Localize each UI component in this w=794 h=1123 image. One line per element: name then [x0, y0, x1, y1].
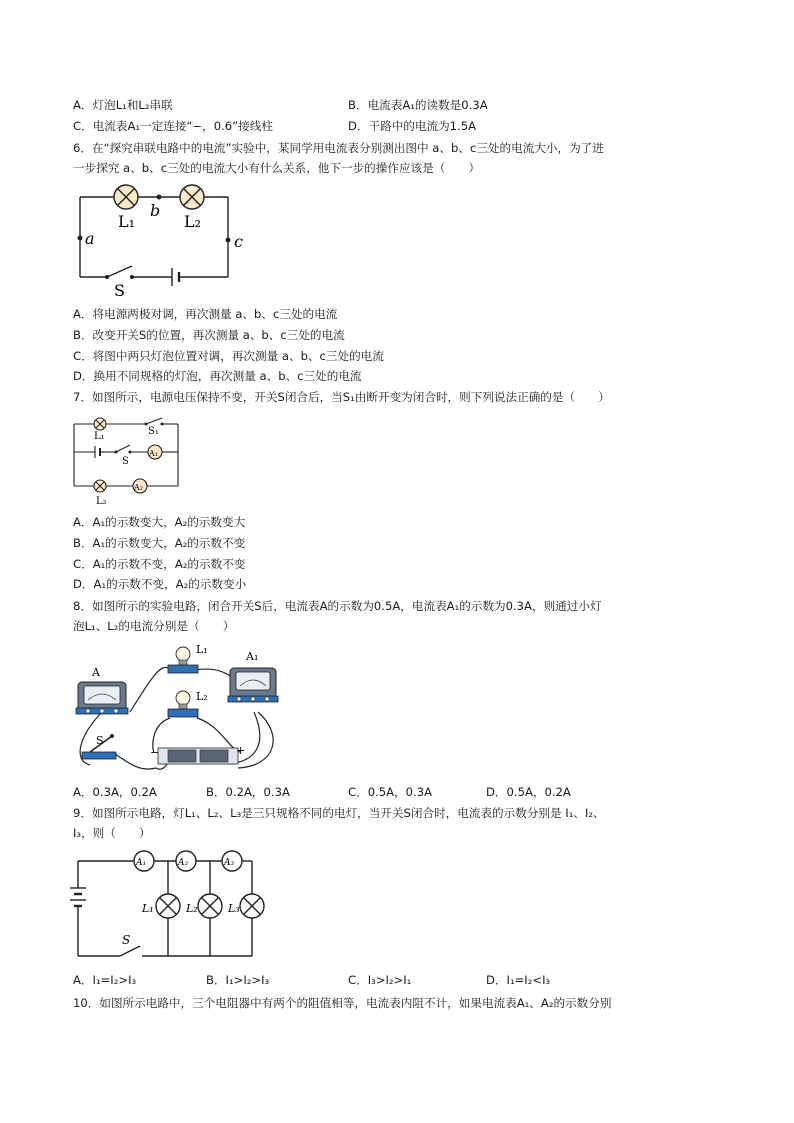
q8-option-b: B．0.2A，0.3A	[206, 785, 290, 799]
q6-label-c: c	[234, 232, 243, 251]
q9-option-d: D．I₁=I₂<I₃	[486, 973, 551, 987]
q9-label-l2: L₂	[186, 902, 198, 915]
q7-label-l1: L₁	[94, 431, 105, 442]
q8-label-a: A	[92, 666, 100, 679]
q10-stem-line-1: 10．如图所示电路中，三个电阻器中有两个的阻值相等，电流表内阻不计，如果电流表A₁、A₂的示数分别	[73, 996, 612, 1010]
q9-label-a2: A₂	[178, 858, 189, 868]
q9-stem-line-2: I₃，则（ ）	[73, 826, 151, 840]
q9-label-a3: A₃	[224, 858, 235, 868]
q6-series-circuit-diagram	[70, 182, 250, 300]
q6-label-a: a	[85, 229, 95, 248]
q7-parallel-circuit-diagram	[70, 410, 190, 510]
q6-label-l1: L₁	[118, 212, 136, 231]
q6-label-l2: L₂	[184, 212, 202, 231]
q8-physical-circuit-illustration	[70, 640, 290, 776]
q8-option-d: D．0.5A，0.2A	[486, 785, 571, 799]
q7-option-b: B．A₁的示数变大，A₂的示数不变	[73, 536, 246, 550]
q6-option-b: B．改变开关S的位置，再次测量 a、b、c三处的电流	[73, 328, 345, 342]
q7-option-d: D．A₁的示数不变，A₂的示数变小	[73, 577, 247, 591]
q6-option-a: A．将电源两极对调，再次测量 a、b、c三处的电流	[73, 307, 338, 321]
q7-label-a1: A₁	[149, 449, 158, 458]
q8-label-a1: A₁	[246, 650, 259, 663]
q7-label-a2: A₂	[134, 483, 143, 492]
q9-three-lamp-circuit-diagram	[70, 846, 280, 964]
q8-label-s: S	[96, 734, 104, 747]
q6-stem-line-1: 6．在“探究串联电路中的电流”实验中，某同学用电流表分别测出图中 a、b、c三处的电流大小，为了进	[73, 141, 604, 155]
q7-label-l2: L₂	[96, 496, 107, 507]
q8-stem-line-1: 8．如图所示的实验电路，闭合开关S后，电流表A的示数为0.5A，电流表A₁的示数为0.3A，则通过小灯	[73, 599, 602, 613]
q6-lamp-l2	[180, 185, 204, 209]
q9-label-a1: A₁	[136, 858, 147, 868]
q9-label-l3: L₃	[228, 902, 240, 915]
q8-label-plus: +	[236, 744, 246, 757]
q8-ammeter-a	[76, 682, 128, 714]
q8-option-a: A．0.3A，0.2A	[73, 785, 157, 799]
q5-option-a: A．灯泡L₁和L₂串联	[73, 98, 173, 112]
q9-label-s: S	[122, 933, 131, 947]
q6-node-a	[78, 236, 83, 241]
q9-option-a: A．I₁=I₂>I₃	[73, 973, 137, 987]
q6-lamp-l1	[114, 185, 138, 209]
q8-label-l2: L₂	[196, 690, 208, 703]
q9-option-b: B．I₁>I₂>I₃	[206, 973, 270, 987]
q8-stem-line-2: 泡L₁、L₂的电流分别是（ ）	[73, 619, 235, 633]
q6-label-s: S	[114, 281, 125, 300]
q7-label-s1: S₁	[148, 426, 159, 437]
q7-label-s: S	[122, 456, 129, 467]
q8-label-minus: −	[150, 746, 160, 759]
q9-label-l1: L₁	[142, 902, 154, 915]
q8-ammeter-a1	[228, 668, 278, 702]
q9-option-c: C．I₃>I₂>I₁	[348, 973, 412, 987]
q8-battery-holder	[158, 748, 238, 764]
q7-stem: 7．如图所示，电源电压保持不变，开关S闭合后，当S₁由断开变为闭合时，则下列说法正确的是（ ）	[73, 390, 610, 404]
q7-option-c: C．A₁的示数不变，A₂的示数不变	[73, 557, 246, 571]
q6-stem-line-2: 一步探究 a、b、c三处的电流大小有什么关系，他下一步的操作应该是（ ）	[73, 161, 481, 175]
q6-node-c	[226, 238, 231, 243]
q5-option-d: D．干路中的电流为1.5A	[348, 119, 477, 133]
q8-bulb-l1	[168, 647, 198, 673]
q8-bulb-l2	[168, 691, 198, 717]
q6-option-d: D．换用不同规格的灯泡，再次测量 a、b、c三处的电流	[73, 369, 362, 383]
q8-option-c: C．0.5A，0.3A	[348, 785, 433, 799]
q5-option-c: C．电流表A₁一定连接“−，0.6”接线柱	[73, 119, 273, 133]
q6-node-b	[157, 195, 162, 200]
q6-option-c: C．将图中两只灯泡位置对调，再次测量 a、b、c三处的电流	[73, 349, 384, 363]
q7-option-a: A．A₁的示数变大，A₂的示数变大	[73, 515, 246, 529]
q9-stem-line-1: 9．如图所示电路，灯L₁、L₂、L₃是三只规格不同的电灯，当开关S闭合时，电流表的示数分别是 I₁、I₂、	[73, 806, 605, 820]
q8-label-l1: L₁	[196, 643, 208, 656]
q6-label-b: b	[150, 201, 161, 220]
q5-option-b: B．电流表A₁的读数是0.3A	[348, 98, 488, 112]
